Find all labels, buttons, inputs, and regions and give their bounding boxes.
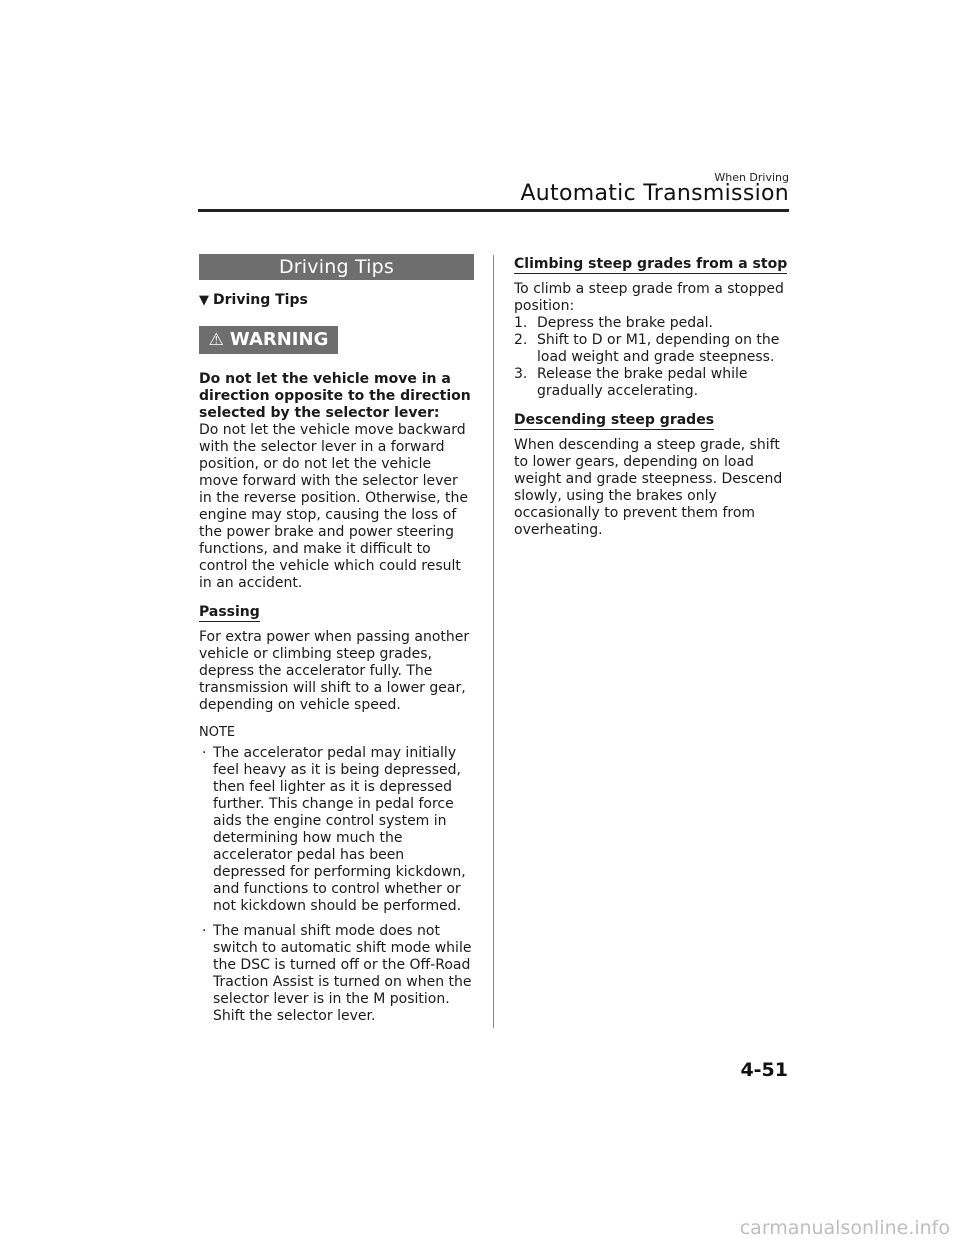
running-section-label: When Driving: [714, 171, 789, 184]
step-text: Release the brake pedal while gradually accelerating.: [537, 366, 748, 399]
descending-heading: Descending steep grades: [514, 412, 715, 428]
subheading-text: Driving Tips: [213, 292, 308, 308]
step-text: Depress the brake pedal.: [537, 315, 714, 331]
left-column: [199, 254, 474, 1033]
header-rule: [198, 209, 789, 212]
step-item: [514, 315, 789, 332]
step-number: 2.: [514, 332, 528, 348]
note-list: [199, 745, 474, 1025]
bullet-dot-icon: ·: [202, 745, 207, 761]
climbing-steps: [514, 315, 789, 400]
note-item: [199, 745, 474, 915]
step-item: [514, 332, 789, 366]
step-number: 1.: [514, 315, 528, 331]
note-label: NOTE: [199, 725, 236, 740]
subheading: [199, 292, 474, 308]
watermark: carmanualsonline.info: [739, 1217, 950, 1239]
right-column: [514, 253, 789, 539]
warning-badge: [199, 326, 338, 354]
note-text: The accelerator pedal may initially feel heavy as it is being depressed, then feel lighter as it is depressed further. This change in pedal force aids the engine control system in determining how much the accelerator pedal has been depressed for performing kickdown, and functions to control whether or not kickdown should be performed.: [213, 745, 466, 914]
warning-heading: Do not let the vehicle move in a direction opposite to the direction selected by the selector lever:: [199, 371, 471, 421]
climbing-intro: To climb a steep grade from a stopped position:: [514, 281, 784, 314]
running-chapter-title: Automatic Transmission: [520, 181, 789, 206]
step-item: [514, 366, 789, 400]
warning-label: WARNING: [229, 329, 329, 350]
note-text: The manual shift mode does not switch to automatic shift mode while the DSC is turned off or the Off-Road Traction Assist is turned on when the selector lever is in the M position. Shift the selector lever.: [213, 923, 472, 1024]
bullet-dot-icon: ·: [202, 923, 207, 939]
step-number: 3.: [514, 366, 528, 382]
section-title-bar: Driving Tips: [199, 254, 474, 280]
warning-body: Do not let the vehicle move backward with the selector lever in a forward position, or do not let the vehicle move forward with the selector lever in the reverse position. Otherwise, the engine may stop, causing the loss of the power brake and power steering functions, and make it difficult to control the vehicle which could result in an accident.: [199, 422, 468, 591]
triangle-down-icon: ▼: [199, 293, 209, 308]
descending-body: When descending a steep grade, shift to lower gears, depending on load weight and grade steepness. Descend slowly, using the brakes only occasionally to prevent them from overheating.: [514, 437, 783, 538]
column-divider: [493, 255, 494, 1028]
note-item: [199, 923, 474, 1025]
climbing-heading: Climbing steep grades from a stop: [514, 256, 788, 272]
step-text: Shift to D or M1, depending on the load weight and grade steepness.: [537, 332, 780, 365]
passing-heading: Passing: [199, 604, 260, 620]
passing-body: For extra power when passing another vehicle or climbing steep grades, depress the accelerator fully. The transmission will shift to a lower gear, depending on vehicle speed.: [199, 629, 470, 713]
warning-triangle-icon: ⚠: [208, 330, 224, 350]
page-number: 4-51: [740, 1059, 788, 1081]
